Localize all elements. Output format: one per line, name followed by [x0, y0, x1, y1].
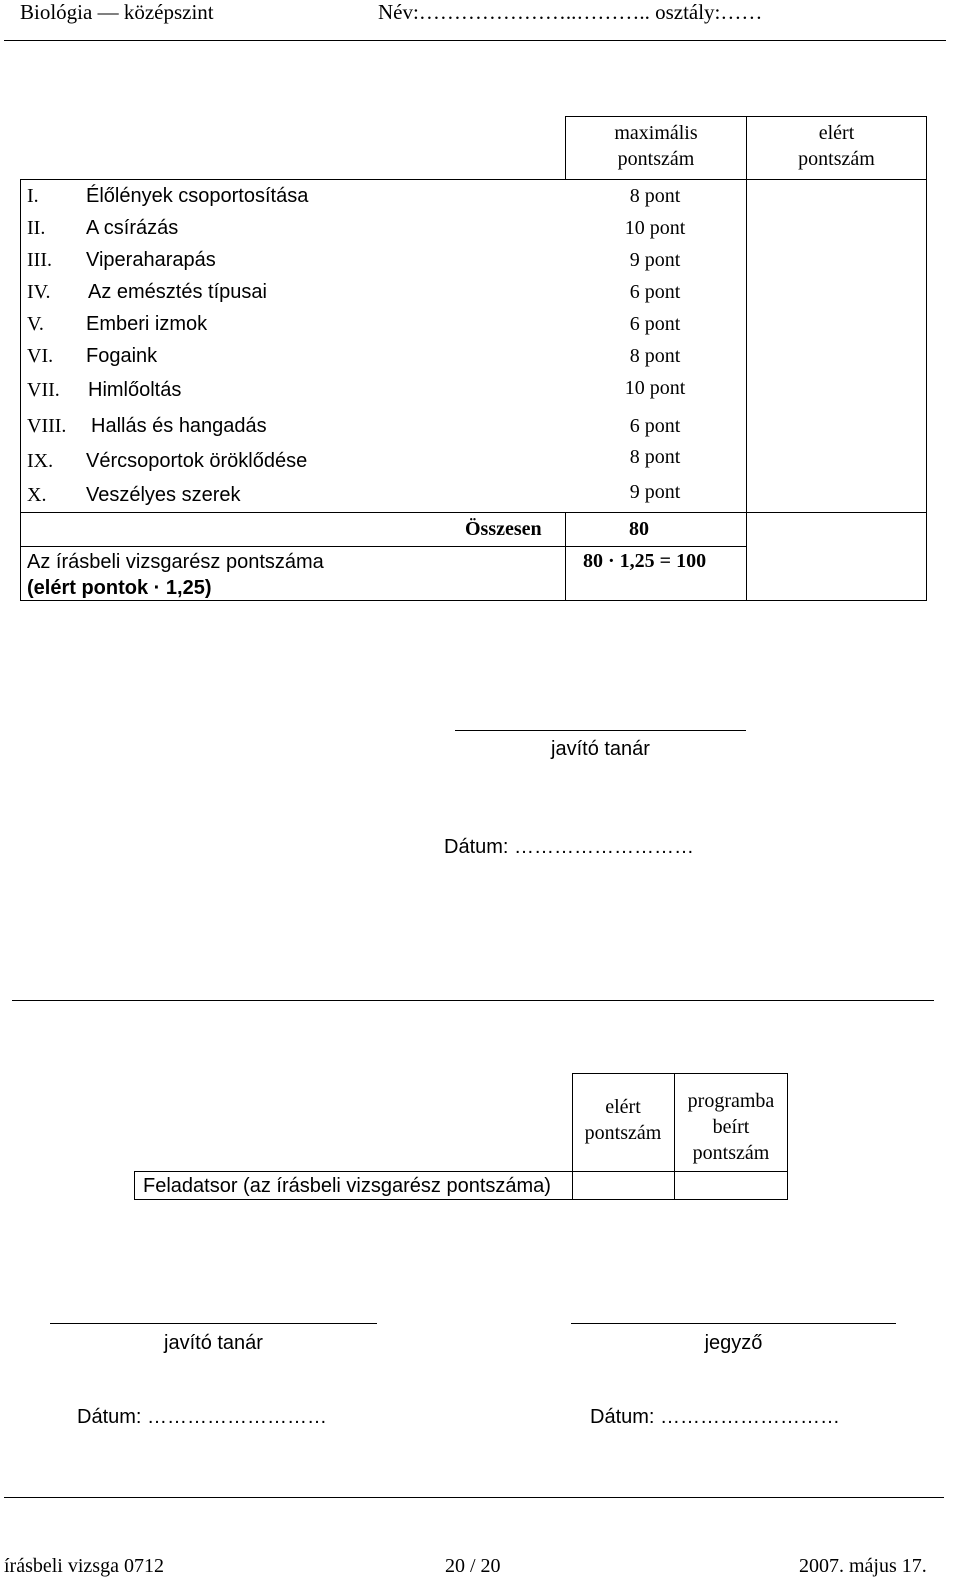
row-label: Emberi izmok [86, 313, 208, 335]
corrector-label: javító tanár [551, 738, 650, 760]
footer-divider [4, 1497, 944, 1498]
row-points: 6 pont [629, 281, 681, 303]
row-label: Veszélyes szerek [86, 484, 241, 506]
signature-line-corrector [50, 1323, 377, 1324]
row-number: I. [27, 185, 39, 207]
row-label: Himlőoltás [88, 379, 182, 401]
row-label: Élőlények csoportosítása [86, 185, 309, 207]
row-number: V. [27, 313, 44, 335]
row-points: 8 pont [629, 185, 681, 207]
written-score-value: 80 · 1,25 = 100 [583, 550, 707, 572]
row-number: IX. [27, 450, 54, 472]
col-achieved-label-1: elért [818, 122, 855, 144]
total-value: 80 [629, 518, 649, 540]
summary-achieved-label-1: elért [605, 1096, 641, 1118]
row-points: 6 pont [629, 313, 681, 335]
date-field-notary: Dátum: ……………………… [590, 1406, 841, 1428]
section-divider [12, 1000, 934, 1001]
corrector-label: javító tanár [164, 1332, 263, 1354]
date-field-corrector: Dátum: ……………………… [77, 1406, 328, 1428]
col-max-label-1: maximális [614, 122, 698, 144]
col-divider-total [565, 512, 566, 601]
written-score-label: Az írásbeli vizsgarész pontszáma [27, 551, 324, 573]
footer-exam-code: írásbeli vizsga 0712 [4, 1555, 164, 1577]
signature-line [455, 730, 746, 731]
row-points: 10 pont [624, 377, 686, 399]
total-row-top-border [20, 512, 927, 513]
summary-achieved-label-2: pontszám [584, 1122, 662, 1144]
row-number: II. [27, 217, 46, 239]
summary-entered-label-3: pontszám [692, 1142, 770, 1164]
written-row-top-border [20, 546, 746, 547]
total-label: Összesen [465, 518, 542, 540]
row-number: VI. [27, 345, 54, 367]
row-points: 6 pont [629, 415, 681, 437]
row-number: VIII. [27, 415, 67, 437]
row-number: X. [27, 484, 47, 506]
signature-line-notary [571, 1323, 896, 1324]
row-label: Az emésztés típusai [88, 281, 267, 303]
summary-row-label: Feladatsor (az írásbeli vizsgarész pontszáma) [143, 1175, 551, 1197]
row-number: III. [27, 249, 52, 271]
row-label: Fogaink [86, 345, 158, 367]
row-points: 8 pont [629, 345, 681, 367]
row-points: 10 pont [624, 217, 686, 239]
col-achieved-label-2: pontszám [798, 148, 875, 170]
row-points: 9 pont [629, 481, 681, 503]
summary-entered-label-2: beírt [712, 1116, 750, 1138]
row-label: Vércsoportok öröklődése [86, 450, 308, 472]
row-label: A csírázás [86, 217, 179, 239]
col-max-label-2: pontszám [617, 148, 695, 170]
row-label: Hallás és hangadás [91, 415, 267, 437]
footer-date: 2007. május 17. [799, 1555, 927, 1577]
col-divider-achieved [746, 179, 747, 601]
header-name-class: Név:…………………..……….. osztály:…… [378, 0, 763, 24]
row-number: VII. [27, 379, 60, 401]
summary-entered-label-1: programba [687, 1090, 775, 1112]
summary-row-border [572, 1171, 788, 1172]
row-points: 8 pont [629, 446, 681, 468]
footer-page-number: 20 / 20 [445, 1555, 501, 1577]
row-label: Viperaharapás [86, 249, 216, 271]
row-points: 9 pont [629, 249, 681, 271]
date-field: Dátum: ……………………… [444, 836, 695, 858]
notary-label: jegyző [704, 1332, 763, 1354]
header-divider [4, 40, 946, 41]
header-subject: Biológia — középszint [20, 0, 214, 24]
written-score-formula-label: (elért pontok · 1,25) [27, 577, 212, 599]
row-number: IV. [27, 281, 51, 303]
